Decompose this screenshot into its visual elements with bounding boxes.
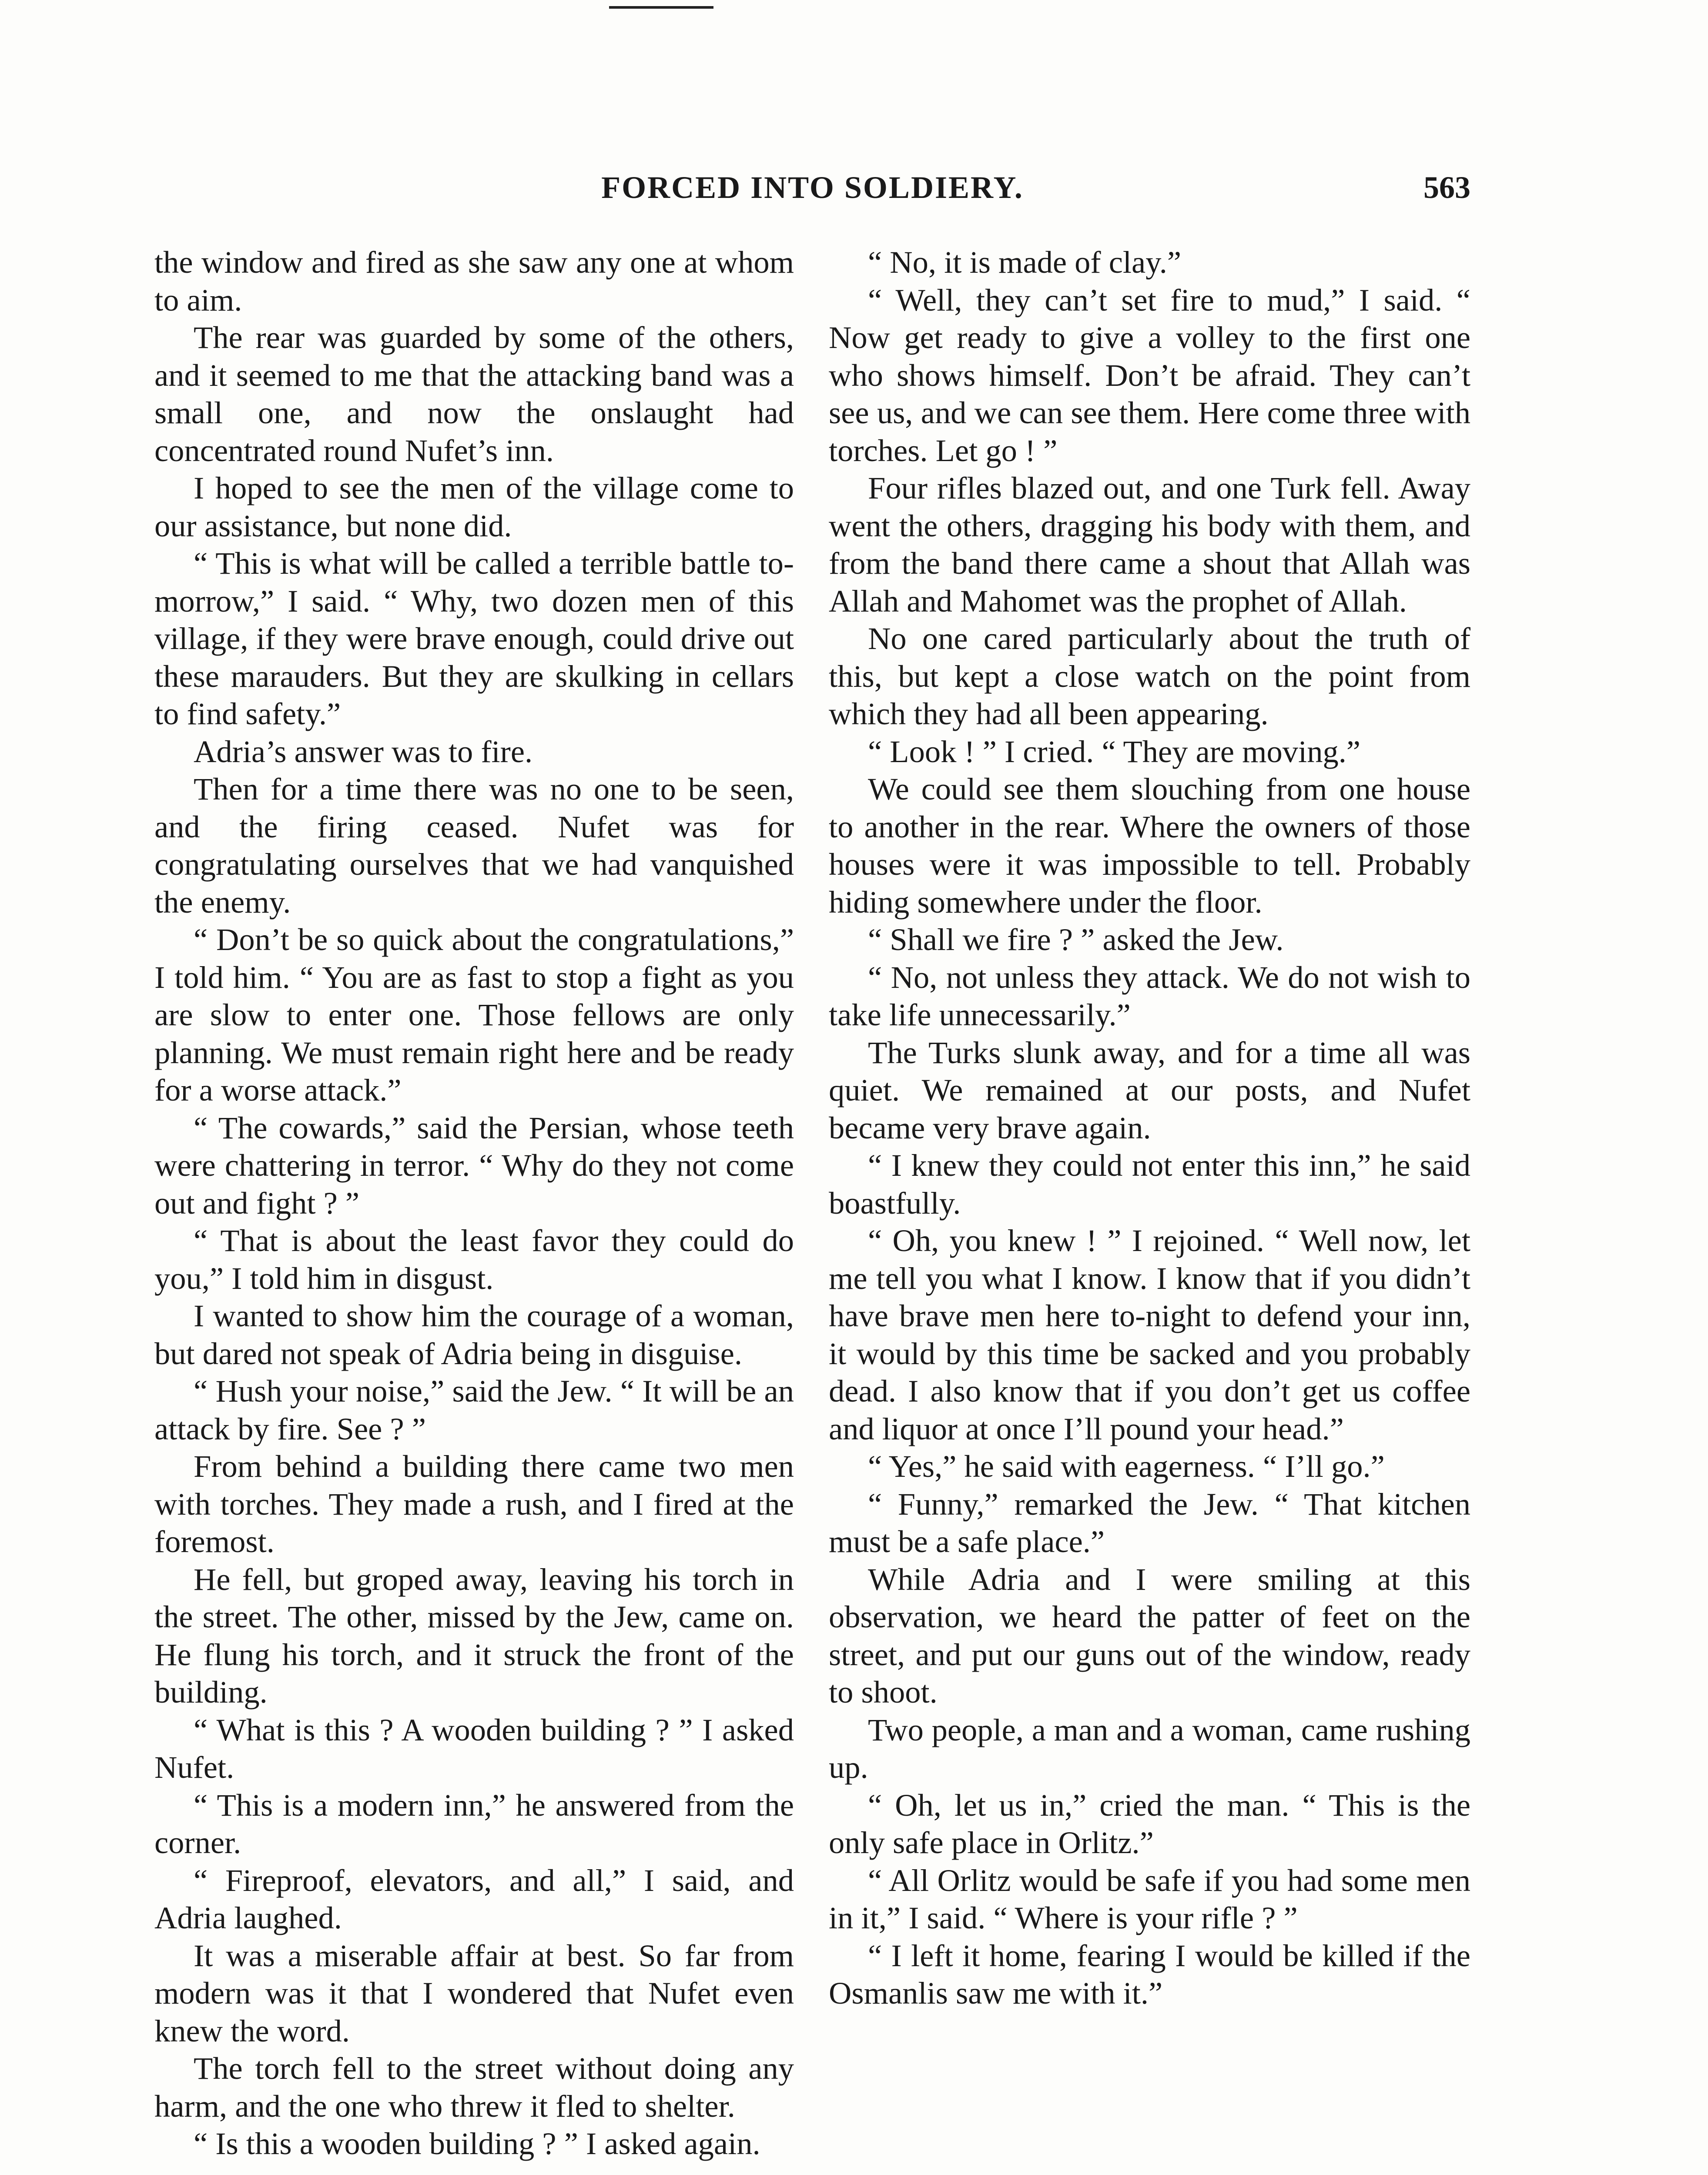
paragraph: Adria’s answer was to fire. bbox=[194, 733, 533, 769]
paragraph: “ Fireproof, elevators, and all,” I said, and Adria laughed. bbox=[154, 1862, 794, 1935]
page-header bbox=[154, 170, 1470, 218]
left-text-column bbox=[154, 244, 794, 2163]
paragraph: the window and fired as she saw any one at whom to aim. bbox=[154, 244, 794, 318]
paragraph: While Adria and I were smiling at this observation, we heard the patter of feet on the street, and put our guns out of the window, ready to shoot. bbox=[829, 1561, 1470, 1710]
paragraph: “ Shall we fire ? ” asked the Jew. bbox=[868, 922, 1284, 957]
paragraph: From behind a building there came two men with torches. They made a rush, and I fired at the foremost. bbox=[154, 1449, 794, 1559]
paragraph: The Turks slunk away, and for a time all was quiet. We remained at our posts, and Nufet became very brave again. bbox=[829, 1034, 1470, 1145]
paragraph: He fell, but groped away, leaving his torch in the street. The other, missed by the Jew, came on. He flung his torch, and it struck the front of the building. bbox=[154, 1561, 794, 1710]
paragraph: “ I knew they could not enter this inn,” he said boastfully. bbox=[829, 1148, 1470, 1221]
paragraph: Two people, a man and a woman, came rushing up. bbox=[829, 1712, 1470, 1785]
paragraph: “ That is about the least favor they could do you,” I told him in disgust. bbox=[154, 1223, 794, 1296]
paragraph: Four rifles blazed out, and one Turk fell. Away went the others, dragging his body with them, and from the band there came a shout that Allah was Allah and Mahomet was the prophet of Allah. bbox=[829, 470, 1470, 619]
paragraph: “ All Orlitz would be safe if you had some men in it,” I said. “ Where is your rifle ? ” bbox=[829, 1862, 1470, 1935]
paragraph: “ Yes,” he said with eagerness. “ I’ll go.” bbox=[868, 1449, 1385, 1484]
paragraph: “ I left it home, fearing I would be killed if the Osmanlis saw me with it.” bbox=[829, 1937, 1470, 2011]
paragraph: I wanted to show him the courage of a woman, but dared not speak of Adria being in disguise. bbox=[154, 1298, 794, 1371]
paragraph: “ This is a modern inn,” he answered from the corner. bbox=[154, 1787, 794, 1860]
running-title: FORCED INTO SOLDIERY. bbox=[601, 170, 1024, 205]
paragraph: “ No, it is made of clay.” bbox=[868, 244, 1182, 280]
paragraph: “ Oh, let us in,” cried the man. “ This is the only safe place in Orlitz.” bbox=[829, 1787, 1470, 1860]
right-text-column bbox=[829, 244, 1470, 2012]
paragraph: “ This is what will be called a terrible battle to-morrow,” I said. “ Why, two dozen men of this village, if they were brave enough, could drive out these marauders. But they are skulking in cellars to find safety.” bbox=[154, 545, 794, 731]
paragraph: The rear was guarded by some of the others, and it seemed to me that the attacking band was a small one, and now the onslaught had concentrated round Nufet’s inn. bbox=[154, 320, 794, 468]
paragraph: “ Is this a wooden building ? ” I asked again. bbox=[194, 2126, 760, 2161]
paragraph: “ Well, they can’t set fire to mud,” I said. “ Now get ready to give a volley to the first one who shows himself. Don’t be afraid. They can’t see us, and we can see them. Here come three with torches. Let go ! ” bbox=[829, 282, 1470, 468]
paragraph: We could see them slouching from one house to another in the rear. Where the owners of those houses were it was impossible to tell. Probably hiding somewhere under the floor. bbox=[829, 771, 1470, 920]
paragraph: “ No, not unless they attack. We do not wish to take life unnecessarily.” bbox=[829, 959, 1470, 1032]
paragraph: “ What is this ? A wooden building ? ” I asked Nufet. bbox=[154, 1712, 794, 1785]
page-number: 563 bbox=[1423, 170, 1470, 205]
paragraph: It was a miserable affair at best. So far from modern was it that I wondered that Nufet even knew the word. bbox=[154, 1937, 794, 2048]
paragraph: No one cared particularly about the truth of this, but kept a close watch on the point from which they had all been appearing. bbox=[829, 621, 1470, 731]
paragraph: “ Funny,” remarked the Jew. “ That kitchen must be a safe place.” bbox=[829, 1486, 1470, 1559]
paragraph: I hoped to see the men of the village come to our assistance, but none did. bbox=[154, 470, 794, 543]
paragraph: The torch fell to the street without doing any harm, and the one who threw it fled to shelter. bbox=[154, 2051, 794, 2124]
top-rule bbox=[609, 6, 713, 9]
paragraph: “ Hush your noise,” said the Jew. “ It will be an attack by fire. See ? ” bbox=[154, 1373, 794, 1446]
paragraph: Then for a time there was no one to be seen, and the firing ceased. Nufet was for congratulating ourselves that we had vanquished the enemy. bbox=[154, 771, 794, 920]
paragraph: “ The cowards,” said the Persian, whose teeth were chattering in terror. “ Why do they not come out and fight ? ” bbox=[154, 1110, 794, 1221]
paragraph: “ Don’t be so quick about the congratulations,” I told him. “ You are as fast to stop a fight as you are slow to enter one. Those fellows are only planning. We must remain right here and be ready for a worse attack.” bbox=[154, 922, 794, 1108]
paragraph: “ Look ! ” I cried. “ They are moving.” bbox=[868, 733, 1360, 769]
paragraph: “ Oh, you knew ! ” I rejoined. “ Well now, let me tell you what I know. I know that if you didn’t have brave men here to-night to defend your inn, it would by this time be sacked and you probably dead. I also know that if you don’t get us coffee and liquor at once I’ll pound your head.” bbox=[829, 1223, 1470, 1446]
